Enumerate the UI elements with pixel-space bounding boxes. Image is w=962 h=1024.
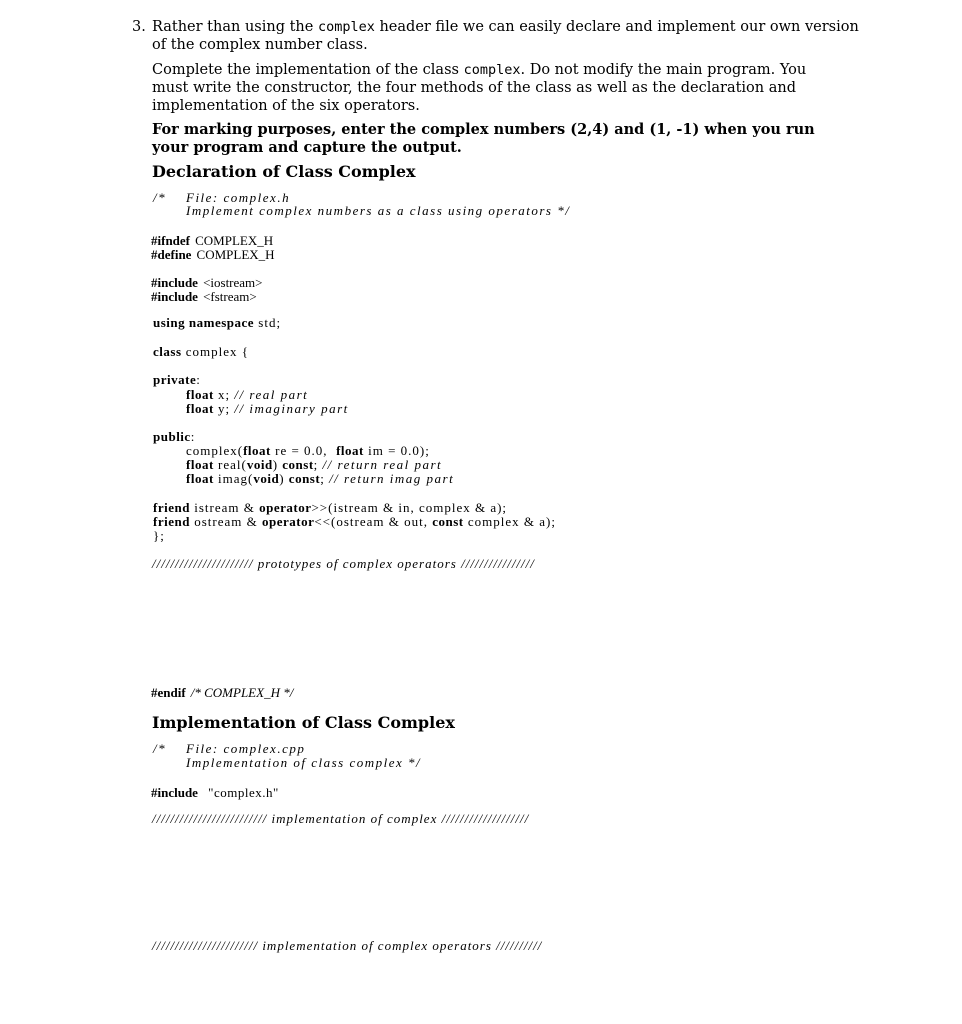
ifndef-line: #ifndef COMPLEX_H <box>151 233 274 248</box>
real-method-line: float real(void) const; // return real part <box>186 457 443 472</box>
implementation-heading: Implementation of Class Complex <box>152 713 455 732</box>
impl-comment-description: Implementation of class complex */ <box>186 755 422 770</box>
question-paragraph-1-line-1: Rather than using the complex header file we can easily declare and implement our own version <box>152 19 859 35</box>
inline-code-complex: complex <box>317 19 375 35</box>
question-paragraph-1-line-2: of the complex number class. <box>152 37 368 53</box>
include-iostream-line: #include <iostream> <box>151 275 263 290</box>
prototypes-divider-comment: ////////////////////// prototypes of complex operators //////////////// <box>152 556 535 571</box>
declaration-heading: Declaration of Class Complex <box>152 162 416 181</box>
friend-ostream-line: friend ostream & operator<<(ostream & out, const complex & a); <box>153 514 556 529</box>
class-declaration-line: class complex { <box>153 344 250 359</box>
header-comment-description: Implement complex numbers as a class using operators */ <box>186 203 571 218</box>
endif-line: #endif /* COMPLEX_H */ <box>151 685 294 700</box>
operators-implementation-divider-comment: /////////////////////// implementation of complex operators ////////// <box>152 938 543 953</box>
implementation-divider-comment: ///////////////////////// implementation of complex /////////////////// <box>152 811 530 826</box>
class-close-brace: }; <box>153 528 165 543</box>
member-x-line: float x; // real part <box>186 387 309 402</box>
define-line: #define COMPLEX_H <box>151 247 275 262</box>
impl-comment-open: /* <box>153 741 167 756</box>
header-comment-file: File: complex.h <box>186 190 291 205</box>
header-comment-open: /* <box>153 190 167 205</box>
marking-instruction-line-1: For marking purposes, enter the complex numbers (2,4) and (1, -1) when you run <box>152 121 815 138</box>
imag-method-line: float imag(void) const; // return imag part <box>186 471 455 486</box>
include-complex-h-line: #include "complex.h" <box>151 785 279 800</box>
impl-comment-file: File: complex.cpp <box>186 741 306 756</box>
question-paragraph-2-line-3: implementation of the six operators. <box>152 98 420 114</box>
using-namespace-line: using namespace std; <box>153 315 282 330</box>
marking-instruction-line-2: your program and capture the output. <box>152 139 462 156</box>
constructor-line: complex(float re = 0.0, float im = 0.0); <box>186 443 430 458</box>
include-fstream-line: #include <fstream> <box>151 289 257 304</box>
question-paragraph-2-line-1: Complete the implementation of the class complex. Do not modify the main program. You <box>152 62 807 78</box>
question-number: 3. <box>132 19 146 35</box>
inline-code-complex: complex <box>463 62 521 78</box>
public-label: public: <box>153 429 196 444</box>
friend-istream-line: friend istream & operator>>(istream & in, complex & a); <box>153 500 508 515</box>
private-label: private: <box>153 372 201 387</box>
member-y-line: float y; // imaginary part <box>186 401 349 416</box>
question-paragraph-2-line-2: must write the constructor, the four methods of the class as well as the declaration and <box>152 80 796 96</box>
